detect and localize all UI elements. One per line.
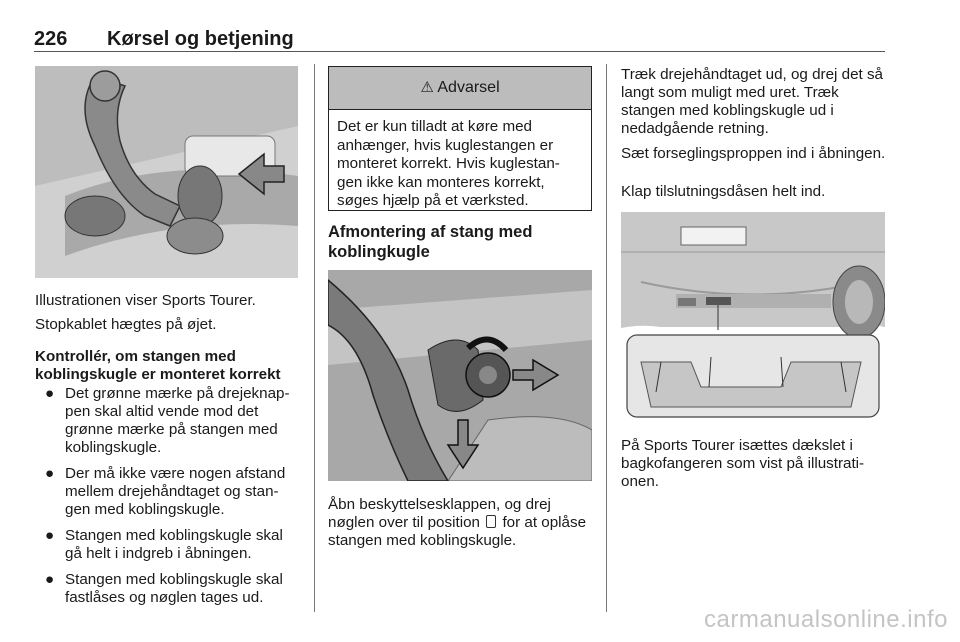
warning-header	[329, 67, 591, 110]
page-number: 226	[34, 28, 68, 50]
bullet-icon: ●	[45, 527, 55, 544]
unlock-paragraph: Åbn beskyttelsesklappen, og drej nøglen over til position for at oplåse stangen med koblingskugle.	[328, 496, 587, 549]
warning-box	[328, 66, 592, 211]
watermark: carmanualsonline.info	[704, 606, 948, 633]
right-paragraph-3: Klap tilslutningsdåsen helt ind.	[621, 183, 826, 200]
section-title: Afmontering af stang med koblingkugle	[328, 223, 533, 261]
chapter-title: Kørsel og betjening	[107, 28, 294, 50]
left-caption-2: Stopkablet hægtes på øjet.	[35, 316, 217, 333]
list-item: ● Stangen med koblingskugle skal gå helt i indgreb i åbningen.	[45, 527, 283, 562]
bullet-icon: ●	[45, 571, 55, 588]
list-item: ● Stangen med koblingskugle skal fastlåses og nøglen tages ud.	[45, 571, 283, 606]
tow-bar-hook-illustration	[35, 66, 298, 278]
unlock-key-icon	[486, 515, 496, 528]
rear-bumper-cover-illustration	[621, 212, 885, 420]
bullet-icon: ●	[45, 465, 55, 482]
bullet-icon: ●	[45, 385, 55, 402]
column-divider-1	[314, 64, 315, 612]
warning-title: Advarsel	[437, 79, 500, 96]
tow-bar-removal-illustration	[328, 270, 592, 481]
left-caption-1: Illustrationen viser Sports Tourer.	[35, 292, 256, 309]
check-list	[35, 385, 301, 615]
check-heading: Kontrollér, om stangen med koblingskugle er monteret korrekt	[35, 348, 281, 383]
right-caption: På Sports Tourer isættes dækslet i bagkofangeren som vist på illustrati- onen.	[621, 437, 865, 490]
warning-text: Det er kun tilladt at køre med anhænger, hvis kuglestangen er monteret korrekt. Hvis kuglestan- gen ikke kan monteres korrekt, søges hjælp på et værksted.	[337, 118, 560, 209]
warning-triangle-icon: ⚠	[420, 79, 434, 96]
right-paragraph-1: Træk drejehåndtaget ud, og drej det så langt som muligt med uret. Træk stangen med koblingskugle ud i nedadgående retning.	[621, 66, 884, 137]
column-divider-2	[606, 64, 607, 612]
page-header	[34, 28, 885, 52]
list-item: ● Der må ikke være nogen afstand mellem drejehåndtaget og stan- gen med koblingskugle.	[45, 465, 286, 518]
right-paragraph-2: Sæt forseglingsproppen ind i åbningen.	[621, 145, 886, 162]
list-item: ● Det grønne mærke på drejeknap- pen skal altid vende mod det grønne mærke på stangen med koblingskugle.	[45, 385, 290, 456]
header-rule	[34, 51, 885, 52]
